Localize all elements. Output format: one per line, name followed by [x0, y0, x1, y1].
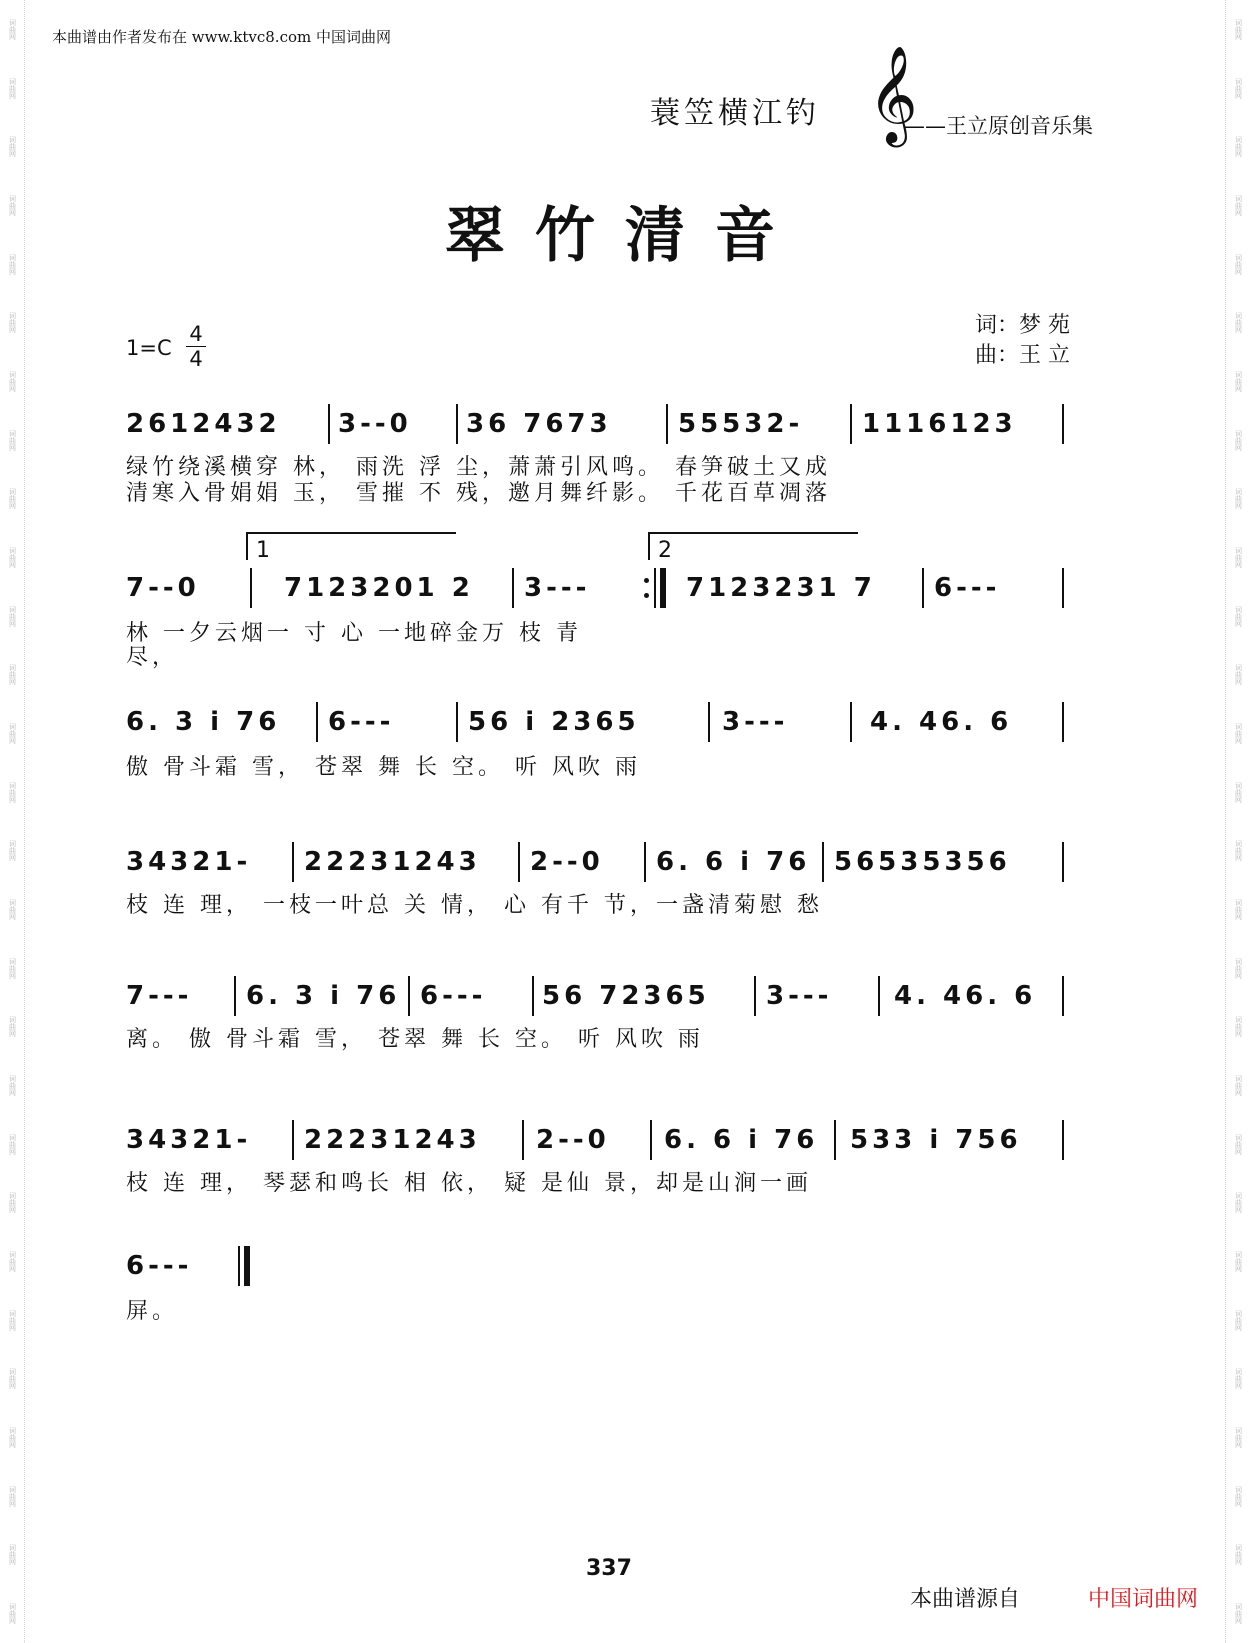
- barline: [1062, 568, 1064, 608]
- composer-credit: 曲：王 立: [975, 343, 1070, 368]
- lyric-line: 绿竹绕溪横穿 林， 雨洗 浮 尘，萧萧引风鸣。 春笋破土又成: [126, 455, 831, 480]
- measure: 2612432: [126, 409, 281, 439]
- measure: 6---: [934, 573, 1001, 603]
- source-label: 本曲谱源自: [910, 1587, 1021, 1612]
- watermark-text: 词曲网: [1234, 1368, 1243, 1390]
- measure: 55532-: [678, 409, 804, 439]
- measure: 2--0: [530, 847, 604, 877]
- watermark-text: 词曲网: [1234, 1074, 1243, 1096]
- watermark-text: 词曲网: [8, 488, 17, 510]
- barline: [1062, 976, 1064, 1016]
- lyric-line: 清寒入骨娟娟 玉， 雪摧 不 残，邀月舞纤影。 千花百草凋落: [126, 481, 831, 506]
- barline: [1062, 1120, 1064, 1160]
- measure: 56 i 2365: [468, 707, 640, 737]
- measure: 22231243: [304, 847, 481, 877]
- watermark-text: 词曲网: [8, 312, 17, 334]
- watermark-text: 词曲网: [8, 1250, 17, 1272]
- watermark-text: 词曲网: [1234, 18, 1243, 40]
- time-signature: [186, 322, 206, 371]
- watermark-text: 词曲网: [1234, 1192, 1243, 1214]
- lyric-line: 枝 连 理， 一枝一叶总 关 情， 心 有千 节，一盏清菊慰 愁: [126, 893, 823, 918]
- measure: 6. 3 i 76: [126, 707, 281, 737]
- watermark-text: 词曲网: [8, 1544, 17, 1566]
- barline: [850, 404, 852, 444]
- watermark-text: 词曲网: [1234, 488, 1243, 510]
- barline: [512, 568, 514, 608]
- watermark-text: 词曲网: [8, 370, 17, 392]
- barline: [754, 976, 756, 1016]
- watermark-text: 词曲网: [8, 1016, 17, 1038]
- time-signature-top: 4: [186, 322, 206, 347]
- barline: [850, 702, 852, 742]
- watermark-text: 词曲网: [8, 194, 17, 216]
- watermark-text: 词曲网: [8, 898, 17, 920]
- measure: 34321-: [126, 1125, 252, 1155]
- watermark-text: 词曲网: [1234, 546, 1243, 568]
- barline: [518, 842, 520, 882]
- watermark-text: 词曲网: [8, 664, 17, 686]
- lyric-line: 屏。: [126, 1299, 179, 1324]
- watermark-text: 词曲网: [1234, 253, 1243, 275]
- collection-subtitle: ——王立原创音乐集: [904, 114, 1093, 138]
- barline: [1062, 702, 1064, 742]
- watermark-text: 词曲网: [8, 136, 17, 158]
- watermark-text: 词曲网: [1234, 1016, 1243, 1038]
- measure: 4. 46. 6: [894, 981, 1037, 1011]
- first-ending-bracket: 1: [246, 532, 456, 560]
- watermark-text: 词曲网: [8, 1426, 17, 1448]
- watermark-text: 词曲网: [1234, 840, 1243, 862]
- measure: 2--0: [536, 1125, 610, 1155]
- barline: [1062, 842, 1064, 882]
- measure: 7---: [126, 981, 193, 1011]
- measure: 7--0: [126, 573, 200, 603]
- site-name: 中国词曲网: [1088, 1587, 1199, 1612]
- watermark-text: 词曲网: [1234, 1133, 1243, 1155]
- barline: [456, 702, 458, 742]
- watermark-text: 词曲网: [1234, 429, 1243, 451]
- watermark-text: 词曲网: [1234, 1250, 1243, 1272]
- treble-clef-icon: 𝄞: [868, 45, 918, 143]
- watermark-text: 词曲网: [1234, 1485, 1243, 1507]
- watermark-text: 词曲网: [8, 1192, 17, 1214]
- barline: [708, 702, 710, 742]
- barline: [654, 568, 656, 608]
- watermark-text: 词曲网: [8, 957, 17, 979]
- barline: [316, 702, 318, 742]
- barline: [408, 976, 410, 1016]
- measure: 6---: [126, 1251, 193, 1281]
- watermark-text: 词曲网: [8, 1309, 17, 1331]
- lyric-line: 离。 傲 骨斗霜 雪， 苍翠 舞 长 空。 听 风吹 雨: [126, 1027, 704, 1052]
- page-number: 337: [586, 1556, 632, 1581]
- watermark-text: 词曲网: [1234, 1309, 1243, 1331]
- watermark-text: 词曲网: [8, 1485, 17, 1507]
- barline: [292, 842, 294, 882]
- barline: [250, 568, 252, 608]
- barline: [822, 842, 824, 882]
- watermark-text: 词曲网: [8, 1602, 17, 1624]
- lyric-line: 傲 骨斗霜 雪， 苍翠 舞 长 空。 听 风吹 雨: [126, 755, 641, 780]
- song-title: 翠竹清音: [445, 201, 805, 271]
- measure: 6---: [420, 981, 487, 1011]
- measure: 6. 6 i 76: [664, 1125, 819, 1155]
- watermark-text: 词曲网: [8, 18, 17, 40]
- watermark-text: 词曲网: [8, 781, 17, 803]
- barline: [522, 1120, 524, 1160]
- watermark-text: 词曲网: [8, 840, 17, 862]
- measure: 533 i 756: [850, 1125, 1022, 1155]
- second-ending-bracket: 2: [648, 532, 858, 560]
- watermark-text: 词曲网: [8, 77, 17, 99]
- measure: 56535356: [834, 847, 1011, 877]
- barline: [328, 404, 330, 444]
- lyric-line: 枝 连 理， 琴瑟和鸣长 相 依， 疑 是仙 景，却是山涧一画: [126, 1171, 812, 1196]
- barline: [666, 404, 668, 444]
- watermark-text: 词曲网: [1234, 722, 1243, 744]
- watermark-text: 词曲网: [8, 1368, 17, 1390]
- repeat-barline: [660, 568, 666, 608]
- barline: [234, 976, 236, 1016]
- measure: 6. 6 i 76: [656, 847, 811, 877]
- measure: 6. 3 i 76: [246, 981, 401, 1011]
- measure: 34321-: [126, 847, 252, 877]
- measure: 6---: [328, 707, 395, 737]
- watermark-text: 词曲网: [8, 546, 17, 568]
- measure: 3---: [766, 981, 833, 1011]
- key-signature: 1=C: [126, 336, 172, 360]
- watermark-text: 词曲网: [1234, 1602, 1243, 1624]
- barline: [834, 1120, 836, 1160]
- lyric-line: 林 一夕云烟一 寸 心 一地碎金万 枝 青: [126, 621, 582, 646]
- header-note: 本曲谱由作者发布在 www.ktvc8.com 中国词曲网: [52, 28, 392, 46]
- watermark-text: 词曲网: [1234, 1544, 1243, 1566]
- barline: [922, 568, 924, 608]
- watermark-text: 词曲网: [1234, 664, 1243, 686]
- watermark-text: 词曲网: [8, 605, 17, 627]
- collection-name: 蓑笠横江钓: [650, 96, 820, 131]
- watermark-text: 词曲网: [1234, 605, 1243, 627]
- measure: 3---: [722, 707, 789, 737]
- lyricist-credit: 词：梦 苑: [975, 313, 1070, 338]
- watermark-text: 词曲网: [1234, 194, 1243, 216]
- watermark-text: 词曲网: [1234, 136, 1243, 158]
- measure: 3---: [524, 573, 591, 603]
- measure: 36 7673: [466, 409, 612, 439]
- watermark-text: 词曲网: [1234, 1426, 1243, 1448]
- barline: [878, 976, 880, 1016]
- watermark-text: 词曲网: [8, 253, 17, 275]
- measure: 7123231 7: [686, 573, 876, 603]
- watermark-text: 词曲网: [8, 1133, 17, 1155]
- watermark-text: 词曲网: [1234, 370, 1243, 392]
- watermark-text: 词曲网: [8, 429, 17, 451]
- measure: 56 72365: [542, 981, 710, 1011]
- time-signature-bottom: 4: [189, 347, 203, 371]
- barline: [532, 976, 534, 1016]
- measure: 22231243: [304, 1125, 481, 1155]
- barline: [238, 1246, 240, 1286]
- watermark-text: 词曲网: [8, 1074, 17, 1096]
- watermark-text: 词曲网: [1234, 898, 1243, 920]
- barline: [650, 1120, 652, 1160]
- measure: 3--0: [338, 409, 412, 439]
- watermark-text: 词曲网: [1234, 77, 1243, 99]
- lyric-line: 尽，: [126, 645, 179, 670]
- barline: [292, 1120, 294, 1160]
- barline: [1062, 404, 1064, 444]
- watermark-text: 词曲网: [1234, 781, 1243, 803]
- barline: [644, 842, 646, 882]
- measure: 1116123: [862, 409, 1017, 439]
- watermark-text: 词曲网: [1234, 312, 1243, 334]
- measure: 4. 46. 6: [870, 707, 1013, 737]
- final-barline: [244, 1246, 250, 1286]
- watermark-text: 词曲网: [1234, 957, 1243, 979]
- repeat-sign: [644, 578, 650, 598]
- watermark-text: 词曲网: [8, 722, 17, 744]
- measure: 7123201 2: [284, 573, 474, 603]
- barline: [456, 404, 458, 444]
